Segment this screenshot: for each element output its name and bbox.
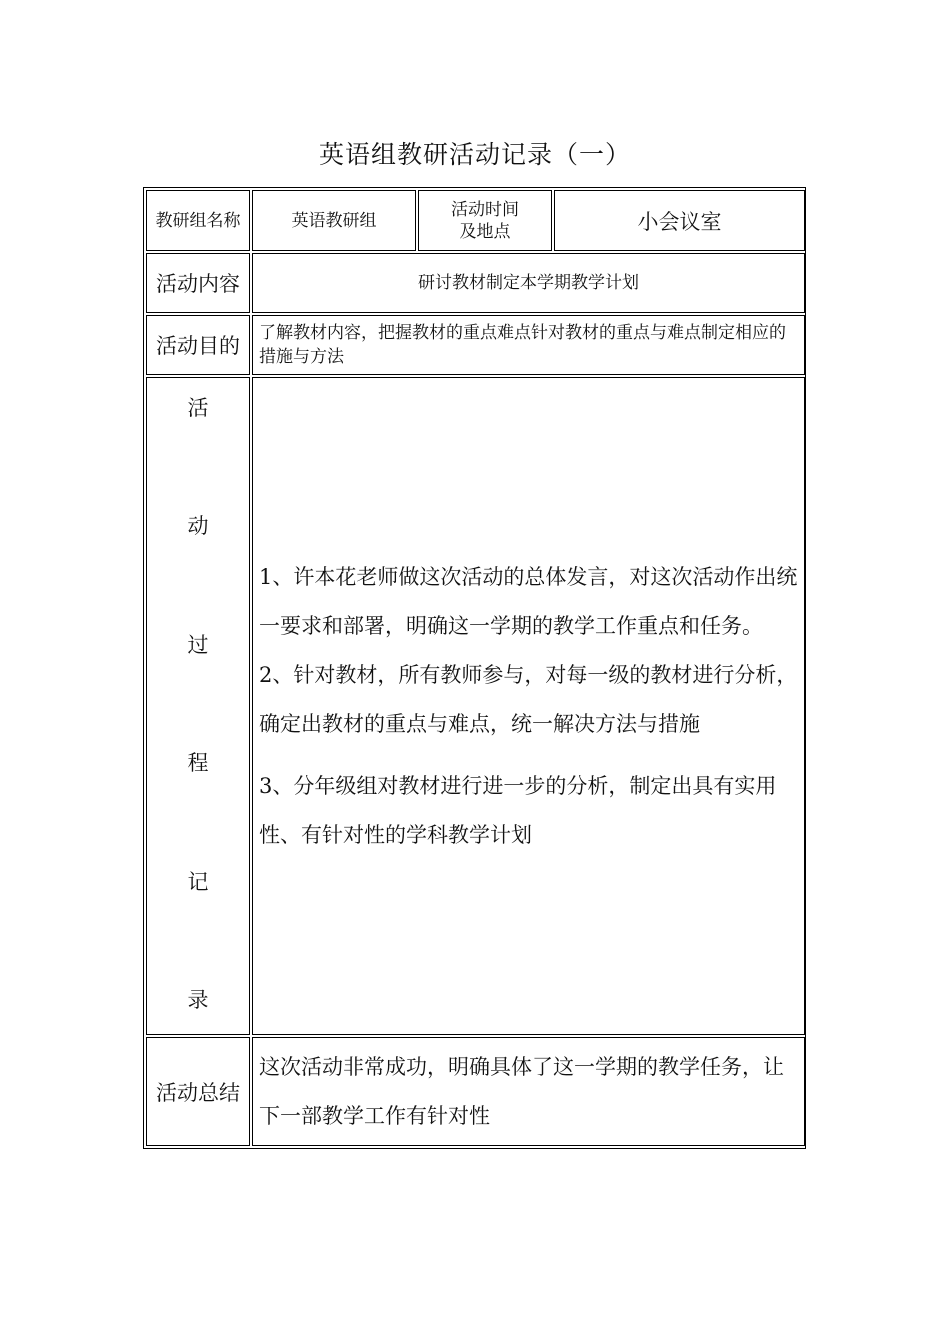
content-label: 活动内容 xyxy=(146,253,250,313)
summary-label: 活动总结 xyxy=(146,1037,250,1146)
process-paragraph: 3、分年级组对教材进行进一步的分析，制定出具有实用性、有针对性的学科教学计划 xyxy=(259,773,777,847)
process-record xyxy=(252,377,805,1035)
process-label-char: 记 xyxy=(187,869,209,894)
record-table xyxy=(143,187,806,1149)
process-paragraph: 2、针对教材，所有教师参与，对每一级的教材进行分析，确定出教材的重点与难点，统一解决方法与措施 xyxy=(259,662,798,736)
process-paragraph: 1、许本花老师做这次活动的总体发言，对这次活动作出统一要求和部署，明确这一学期的教学工作重点和任务。 xyxy=(259,564,798,638)
time-place-value: 小会议室 xyxy=(554,190,805,251)
process-label-char: 活 xyxy=(187,396,209,420)
group-name-label: 教研组名称 xyxy=(146,190,250,251)
process-label-char: 过 xyxy=(187,632,209,657)
document-title: 英语组教研活动记录（一） xyxy=(318,140,631,169)
process-label-char: 程 xyxy=(187,751,209,776)
process-label-char: 动 xyxy=(187,514,209,539)
purpose-label: 活动目的 xyxy=(146,315,250,375)
process-label-char: 录 xyxy=(187,987,209,1012)
purpose-value: 了解教材内容，把握教材的重点难点针对教材的重点与难点制定相应的措施与方法 xyxy=(252,315,805,375)
content-value: 研讨教材制定本学期教学计划 xyxy=(252,253,805,313)
group-name-value: 英语教研组 xyxy=(252,190,416,251)
process-label xyxy=(146,377,250,1035)
summary-value: 这次活动非常成功，明确具体了这一学期的教学任务，让下一部教学工作有针对性 xyxy=(252,1037,805,1146)
time-place-label: 活动时间及地点 xyxy=(418,190,552,251)
